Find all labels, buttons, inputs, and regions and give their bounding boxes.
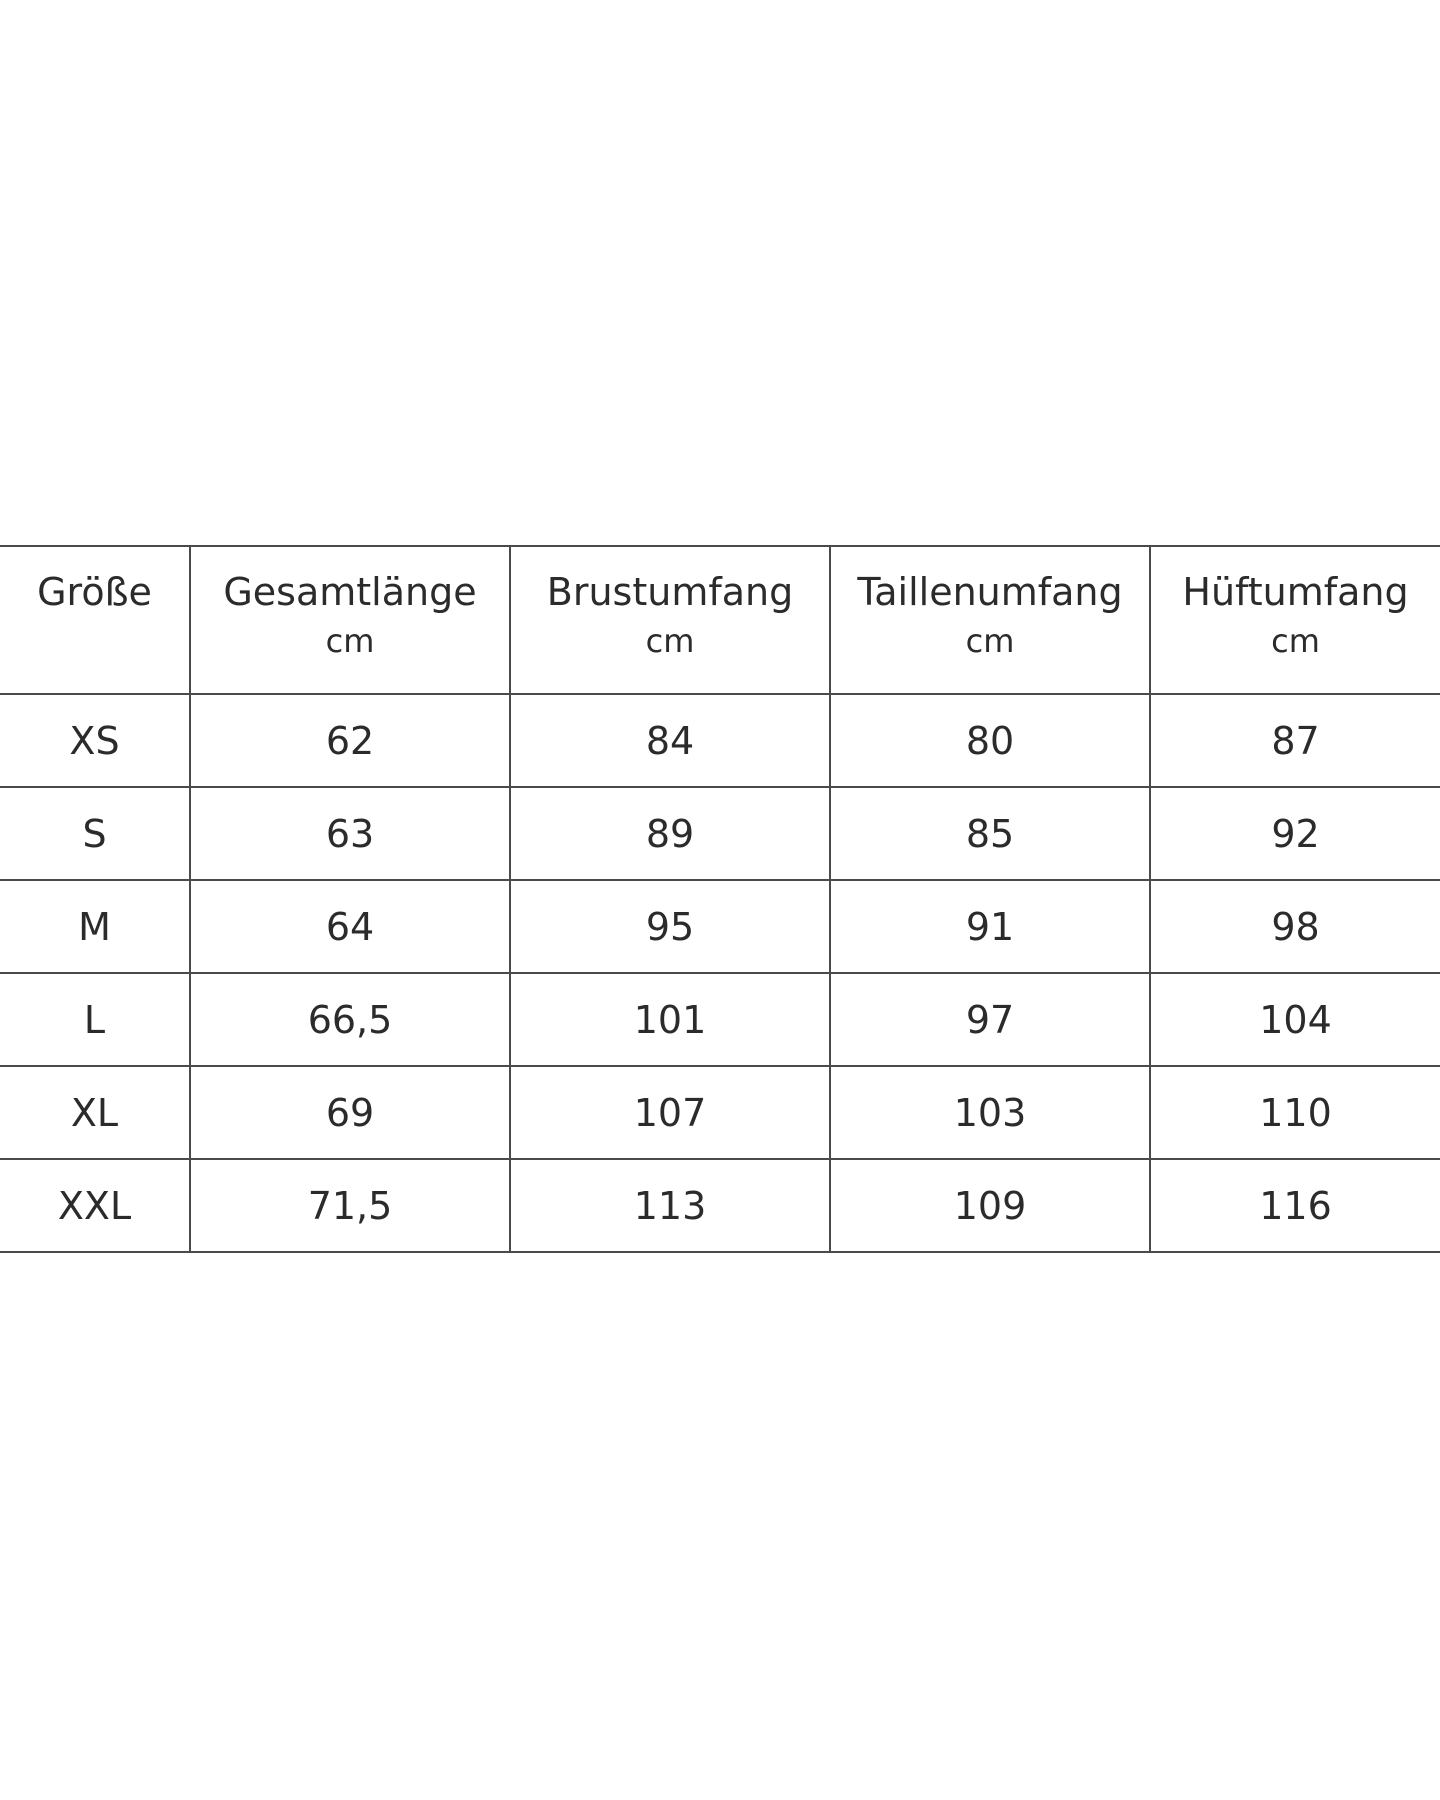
- waist-cell: 103: [830, 1066, 1150, 1159]
- waist-cell: 109: [830, 1159, 1150, 1252]
- header-unit: cm: [965, 622, 1015, 660]
- hip-cell: 87: [1150, 694, 1440, 787]
- waist-cell: 91: [830, 880, 1150, 973]
- chest-cell: 89: [510, 787, 830, 880]
- table-row: [0, 973, 1440, 1066]
- size-cell: XS: [0, 694, 190, 787]
- table-row: [0, 787, 1440, 880]
- header-waist: [830, 546, 1150, 694]
- hip-cell: 98: [1150, 880, 1440, 973]
- header-unit: cm: [645, 622, 695, 660]
- size-cell: XXL: [0, 1159, 190, 1252]
- header-size: [0, 546, 190, 694]
- chest-cell: 101: [510, 973, 830, 1066]
- total-length-cell: 66,5: [190, 973, 510, 1066]
- size-cell: XL: [0, 1066, 190, 1159]
- size-chart-table: [0, 545, 1440, 1253]
- size-cell: S: [0, 787, 190, 880]
- waist-cell: 80: [830, 694, 1150, 787]
- hip-cell: 104: [1150, 973, 1440, 1066]
- total-length-cell: 64: [190, 880, 510, 973]
- waist-cell: 97: [830, 973, 1150, 1066]
- total-length-cell: 62: [190, 694, 510, 787]
- hip-cell: 92: [1150, 787, 1440, 880]
- size-cell: M: [0, 880, 190, 973]
- hip-cell: 116: [1150, 1159, 1440, 1252]
- header-label: Brustumfang: [546, 570, 794, 614]
- header-total-length: [190, 546, 510, 694]
- total-length-cell: 71,5: [190, 1159, 510, 1252]
- chest-cell: 107: [510, 1066, 830, 1159]
- header-hip: [1150, 546, 1440, 694]
- header-label: Größe: [37, 570, 152, 614]
- header-label: Taillenumfang: [857, 570, 1123, 614]
- size-cell: L: [0, 973, 190, 1066]
- chest-cell: 113: [510, 1159, 830, 1252]
- header-chest: [510, 546, 830, 694]
- total-length-cell: 63: [190, 787, 510, 880]
- table-row: [0, 1066, 1440, 1159]
- table-row: [0, 880, 1440, 973]
- header-row: [0, 546, 1440, 694]
- header-label: Gesamtlänge: [223, 570, 477, 614]
- table-row: [0, 694, 1440, 787]
- header-label: Hüftumfang: [1182, 570, 1409, 614]
- table-row: [0, 1159, 1440, 1252]
- hip-cell: 110: [1150, 1066, 1440, 1159]
- header-unit: cm: [1271, 622, 1320, 660]
- chest-cell: 84: [510, 694, 830, 787]
- header-unit: cm: [325, 622, 375, 660]
- total-length-cell: 69: [190, 1066, 510, 1159]
- chest-cell: 95: [510, 880, 830, 973]
- waist-cell: 85: [830, 787, 1150, 880]
